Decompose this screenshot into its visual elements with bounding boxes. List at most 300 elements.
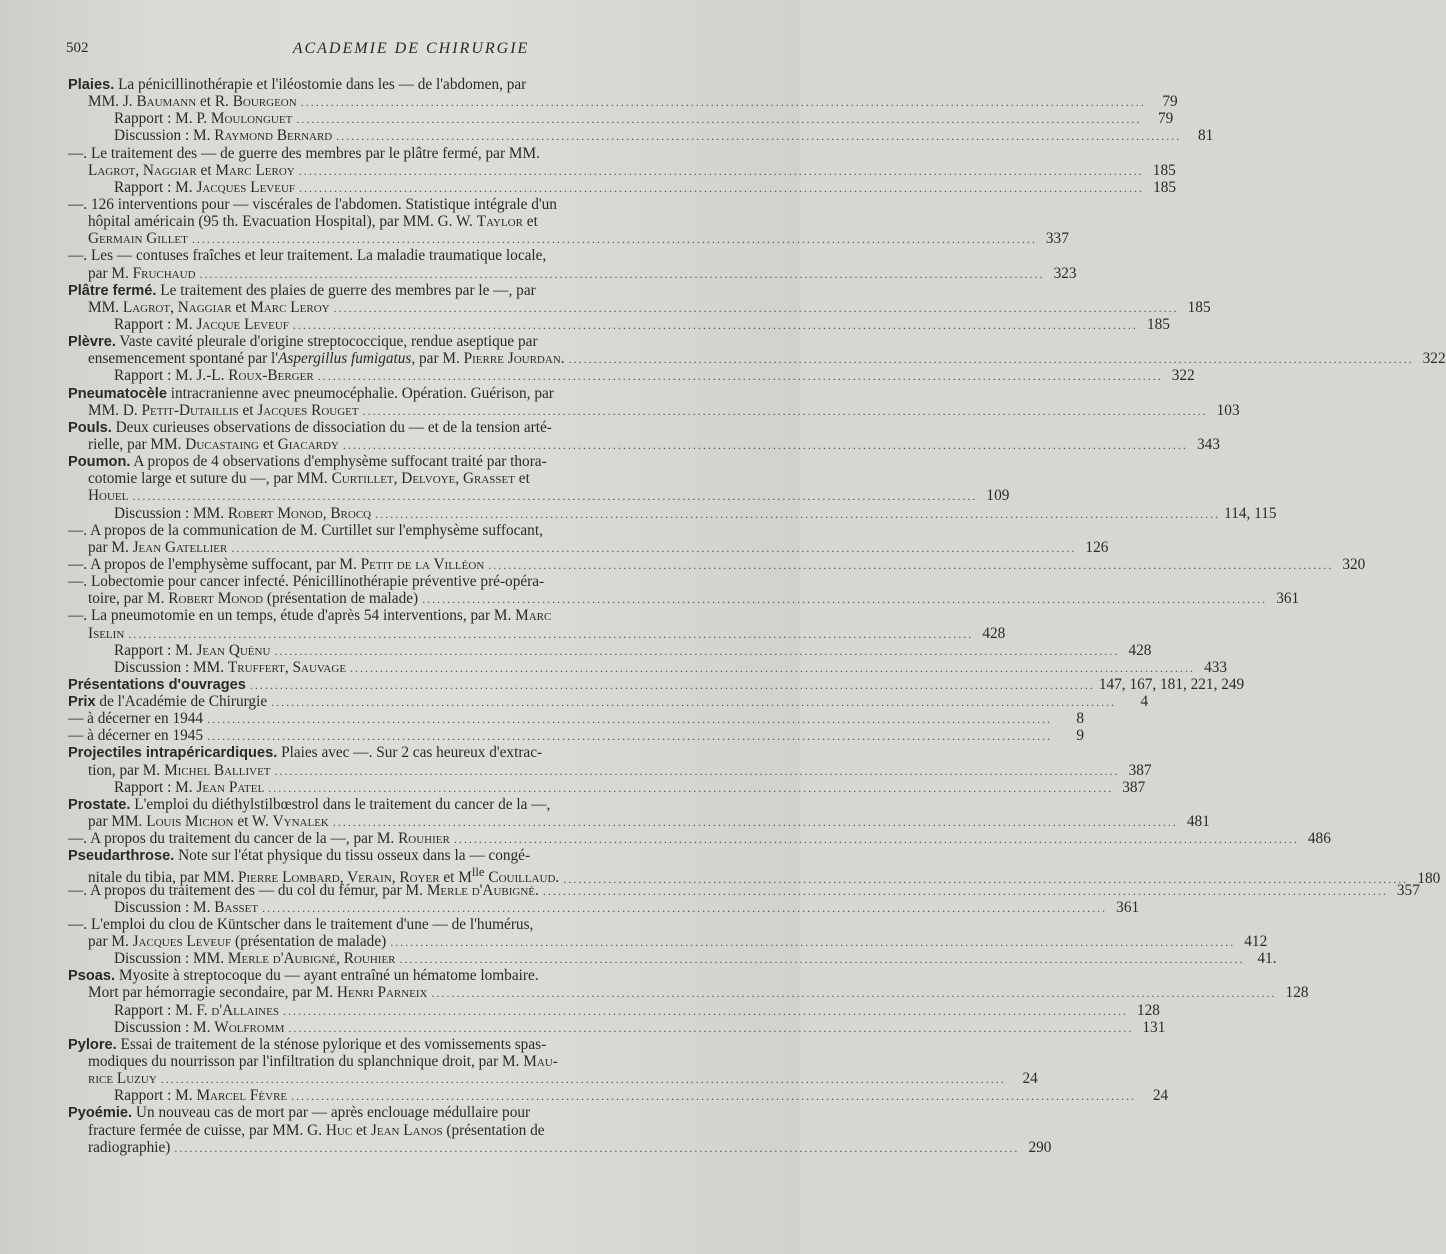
- entry-fragment: rielle, par MM.: [88, 435, 186, 453]
- leader-dots: .........................................................................................................................................................................: [191, 232, 1037, 247]
- index-line: [68, 778, 1146, 796]
- entry-text: [68, 522, 543, 539]
- entry-fragment: — à décerner en 1945: [68, 727, 204, 745]
- index-line: [68, 1001, 1160, 1019]
- entry-fragment: et: [238, 401, 258, 419]
- index-line: [68, 127, 1214, 145]
- entry-text: [88, 265, 196, 282]
- entry-fragment: —. A propos du traitement du cancer de la —, par M.: [68, 830, 399, 848]
- headword: Pyoémie.: [68, 1105, 133, 1122]
- entry-fragment: Note sur l'état physique du tissu osseux dans la — congé-: [174, 847, 531, 865]
- entry-fragment: Rapport : M. J.-L.: [114, 367, 229, 385]
- entry-text: [114, 899, 258, 916]
- entry-fragment: Vaste cavité pleurale d'origine streptococcique, rendue aseptique par: [115, 333, 538, 351]
- entry-fragment: (présentation de malade): [263, 590, 419, 608]
- page-reference: 79: [1162, 93, 1178, 111]
- entry-text: [88, 470, 530, 487]
- entry-text: [114, 127, 332, 144]
- author-name: Petit-Dutaillis: [141, 401, 239, 419]
- leader-dots: .........................................................................................................................................................................: [274, 643, 1120, 658]
- leader-dots: .........................................................................................................................................................................: [453, 832, 1299, 847]
- entry-text: [88, 1122, 545, 1139]
- leader-dots: .........................................................................................................................................................................: [128, 626, 974, 641]
- entry-fragment: et W.: [233, 813, 273, 831]
- index-line: [68, 522, 754, 539]
- entry-fragment: Discussion : M.: [114, 1018, 215, 1036]
- index-line: [68, 675, 1245, 693]
- entry-text: [114, 1087, 287, 1104]
- page-reference: 290: [1028, 1138, 1052, 1156]
- entry-text: [88, 487, 128, 504]
- headword: Psoas.: [68, 968, 116, 985]
- index-line: [68, 282, 754, 299]
- index-line: [68, 196, 754, 213]
- entry-fragment: —. A propos du traitement des — du col du fémur, par M.: [68, 881, 427, 899]
- leader-dots: .........................................................................................................................................................................: [174, 1140, 1020, 1155]
- leader-dots: .........................................................................................................................................................................: [333, 300, 1179, 315]
- leader-dots: .........................................................................................................................................................................: [390, 935, 1236, 950]
- entry-text: [68, 1036, 546, 1053]
- author-name: Giacardy: [277, 435, 339, 453]
- page-reference: 24: [1152, 1087, 1169, 1105]
- index-line: [68, 178, 1177, 196]
- author-name: Robert Monod: [168, 590, 264, 608]
- entry-fragment: Myosite à streptocoque du — ayant entraîné un hématome lombaire.: [115, 967, 539, 985]
- index-line: [68, 1053, 754, 1070]
- leader-dots: .........................................................................................................................................................................: [542, 883, 1388, 898]
- entry-text: [88, 813, 329, 830]
- entry-fragment: MM. D.: [88, 401, 142, 419]
- author-name: Iselin: [88, 624, 125, 642]
- leader-dots: .........................................................................................................................................................................: [282, 1003, 1128, 1018]
- subject-index: [68, 76, 1446, 1156]
- entry-text: [88, 299, 330, 316]
- entry-fragment: Rapport : M.: [114, 778, 197, 796]
- entry-fragment: intracranienne avec pneumocéphalie. Opération. Guérison, par: [166, 384, 554, 402]
- page-reference: 481: [1186, 813, 1210, 831]
- index-line: [68, 761, 1152, 779]
- leader-dots: .........................................................................................................................................................................: [288, 1020, 1134, 1035]
- index-line: [68, 1104, 754, 1121]
- index-line: [68, 333, 754, 350]
- entry-fragment: Essai de traitement de la sténose pylorique et des vomissements spas-: [116, 1035, 547, 1053]
- entry-text: [88, 762, 271, 779]
- entry-fragment: Rapport : M. F.: [114, 1001, 212, 1019]
- entry-text: [68, 676, 246, 694]
- entry-text: [88, 625, 124, 642]
- index-line: [68, 1018, 1166, 1036]
- author-name: Jacques Rouget: [257, 401, 359, 419]
- headword: Plâtre fermé.: [68, 282, 157, 299]
- entry-text: [114, 1002, 279, 1019]
- index-line: [68, 658, 1228, 676]
- page-reference: 128: [1285, 984, 1309, 1002]
- index-line: [68, 1036, 754, 1053]
- index-line: [68, 385, 754, 402]
- entry-fragment: par M.: [88, 538, 133, 556]
- page-reference: 387: [1128, 761, 1152, 779]
- leader-dots: .........................................................................................................................................................................: [231, 540, 1077, 555]
- index-line: [68, 847, 754, 864]
- entry-text: [68, 847, 530, 864]
- entry-fragment: et: [514, 470, 530, 488]
- index-line: [68, 727, 1085, 745]
- index-line: [68, 487, 1010, 505]
- entry-fragment: toire, par M.: [88, 590, 169, 608]
- author-name: Houel: [88, 487, 129, 505]
- entry-fragment: — à décerner en 1944: [68, 710, 204, 728]
- index-line: [68, 607, 754, 624]
- entry-fragment: par M.: [88, 264, 133, 282]
- entry-fragment: (présentation de: [442, 1121, 545, 1139]
- page-reference: 41.: [1257, 950, 1277, 968]
- index-line: [68, 419, 754, 436]
- entry-text: [68, 76, 526, 93]
- leader-dots: .........................................................................................................................................................................: [132, 489, 978, 504]
- leader-dots: .........................................................................................................................................................................: [336, 129, 1182, 144]
- index-line: [68, 504, 1277, 522]
- entry-fragment: Mort par hémorragie secondaire, par M.: [88, 984, 337, 1002]
- entry-fragment: —. A propos de la communication de M. Curtillet sur l'emphysème suffocant,: [68, 521, 543, 539]
- page-reference: 343: [1196, 435, 1220, 453]
- entry-fragment: et: [522, 213, 538, 231]
- page-reference: 9: [1076, 727, 1085, 745]
- page-reference: 180: [1417, 869, 1441, 887]
- author-name: Henri Parneix: [336, 984, 428, 1002]
- author-name: Louis Michon: [146, 813, 234, 831]
- index-line: [68, 898, 1140, 916]
- index-line: [68, 916, 754, 933]
- entry-text: [68, 882, 539, 899]
- leader-dots: .........................................................................................................................................................................: [350, 660, 1196, 675]
- headword: Pylore.: [68, 1036, 117, 1053]
- entry-text: [88, 1070, 157, 1087]
- leader-dots: .........................................................................................................................................................................: [274, 763, 1120, 778]
- index-line: [68, 624, 1006, 642]
- index-line: [68, 641, 1152, 659]
- entry-fragment: Rapport : M.: [114, 315, 197, 333]
- index-line: [68, 213, 754, 230]
- page-reference: 114, 115: [1224, 504, 1277, 522]
- entry-fragment: A propos de 4 observations d'emphysème suffocant traité par thora-: [130, 453, 547, 471]
- entry-text: [88, 162, 295, 179]
- entry-text: [68, 607, 551, 624]
- leader-dots: .........................................................................................................................................................................: [199, 266, 1045, 281]
- entry-fragment: —. 126 interventions pour — viscérales de l'abdomen. Statistique intégrale d'un: [68, 195, 557, 213]
- index-line: [68, 145, 754, 162]
- author-name: Truffert, Sauvage: [227, 658, 347, 676]
- leader-dots: .........................................................................................................................................................................: [332, 815, 1178, 830]
- author-name: Bourgeon: [232, 93, 297, 111]
- entry-text: [88, 350, 565, 367]
- entry-fragment: —. L'emploi du clou de Küntscher dans le traitement d'une — de l'humérus,: [68, 915, 534, 933]
- entry-text: [114, 367, 314, 384]
- entry-fragment: et: [352, 1121, 371, 1139]
- author-name: Moulonguet: [210, 110, 293, 128]
- author-name: Germain Gillet: [88, 230, 188, 248]
- entry-fragment: Discussion : M.: [114, 898, 215, 916]
- entry-fragment: MM.: [88, 298, 123, 316]
- entry-text: [88, 213, 538, 230]
- leader-dots: .........................................................................................................................................................................: [207, 729, 1053, 744]
- author-name: Curtillet, Delvoye, Grasset: [331, 470, 515, 488]
- page-reference: 387: [1122, 778, 1146, 796]
- entry-fragment: modiques du nourrisson par l'infiltration du splanchnique droit, par M.: [88, 1053, 524, 1071]
- index-line: [68, 967, 754, 984]
- index-line: [68, 555, 1366, 573]
- entry-fragment: —. Lobectomie pour cancer infecté. Pénicillinothérapie préventive pré-opéra-: [68, 573, 545, 591]
- leader-dots: .........................................................................................................................................................................: [299, 180, 1145, 195]
- page-reference: 322: [1171, 367, 1195, 385]
- entry-text: [114, 110, 292, 127]
- author-name: Pierre Jourdan.: [463, 350, 565, 368]
- entry-text: [68, 967, 539, 984]
- entry-fragment: La pénicillinothérapie et l'iléostomie dans les — de l'abdomen, par: [114, 76, 527, 93]
- author-name: Merle d'Aubigné.: [426, 881, 539, 899]
- index-line: [68, 247, 754, 264]
- index-line: [68, 813, 1210, 831]
- entry-fragment: Discussion : MM.: [114, 658, 228, 676]
- entry-text: [114, 505, 371, 522]
- entry-fragment: par M.: [88, 933, 133, 951]
- leader-dots: .........................................................................................................................................................................: [292, 317, 1138, 332]
- index-line: [68, 590, 1300, 608]
- index-line: [68, 401, 1240, 419]
- entry-fragment: —. Le traitement des — de guerre des membres par le plâtre fermé, par MM.: [68, 144, 540, 162]
- author-name: Jean Gatellier: [132, 538, 228, 556]
- entry-text: [68, 385, 554, 402]
- index-line: [68, 950, 1277, 968]
- entry-text: [68, 333, 538, 350]
- headword: Présentations d'ouvrages: [68, 676, 246, 693]
- leader-dots: .........................................................................................................................................................................: [422, 592, 1268, 607]
- page-reference: 486: [1307, 830, 1331, 848]
- index-line: [68, 298, 1211, 316]
- running-title: ACADEMIE DE CHIRURGIE: [292, 40, 530, 57]
- entry-fragment: Plaies avec —. Sur 2 cas heureux d'extrac-: [277, 744, 543, 762]
- entry-fragment: par MM.: [88, 813, 147, 831]
- headword: Poumon.: [68, 454, 131, 471]
- page-reference: 109: [986, 487, 1010, 505]
- entry-fragment: fracture fermée de cuisse, par MM. G.: [88, 1121, 326, 1139]
- entry-text: [88, 590, 418, 607]
- index-line: [68, 693, 1149, 711]
- author-name: Fruchaud: [132, 264, 196, 282]
- entry-fragment: Rapport : M.: [114, 641, 197, 659]
- author-name: Taylor: [476, 213, 523, 231]
- leader-dots: .........................................................................................................................................................................: [375, 506, 1221, 521]
- index-line: [68, 264, 1077, 282]
- entry-fragment: —. Les — contuses fraîches et leur traitement. La maladie traumatique locale,: [68, 247, 547, 265]
- leader-dots: .........................................................................................................................................................................: [207, 712, 1053, 727]
- index-line: [68, 864, 1441, 887]
- leader-dots: .........................................................................................................................................................................: [568, 352, 1414, 367]
- headword: Prostate.: [68, 796, 131, 813]
- leader-dots: .........................................................................................................................................................................: [271, 695, 1117, 710]
- page-reference: 361: [1276, 590, 1300, 608]
- author-name: Raymond Bernard: [214, 127, 333, 145]
- index-line: [68, 1122, 754, 1139]
- page-reference: 320: [1342, 555, 1366, 573]
- entry-fragment: Rapport : M.: [114, 178, 197, 196]
- entry-fragment: tion, par M.: [88, 761, 165, 779]
- page-reference: 428: [1128, 641, 1152, 659]
- entry-fragment: Deux curieuses observations de dissociation du — et de la tension arté-: [111, 418, 552, 436]
- headword: Plaies.: [68, 77, 115, 93]
- entry-text: [68, 1104, 530, 1121]
- entry-text: [88, 1139, 170, 1156]
- entry-text: [68, 145, 540, 162]
- author-name: Robert Monod, Brocq: [227, 504, 372, 522]
- entry-fragment: cotomie large et suture du —, par MM.: [88, 470, 332, 488]
- entry-fragment: L'emploi du diéthylstilbœstrol dans le traitement du cancer de la —,: [130, 795, 551, 813]
- leader-dots: .........................................................................................................................................................................: [296, 112, 1142, 127]
- entry-text: [68, 453, 547, 470]
- page-reference: 428: [982, 624, 1006, 642]
- author-name: Lagrot, Naggiar: [122, 298, 232, 316]
- page-reference: 81: [1197, 127, 1214, 145]
- entry-fragment: hôpital américain (95 th. Evacuation Hospital), par MM. G. W.: [88, 213, 477, 231]
- page-number: 502: [66, 40, 89, 56]
- entry-text: [68, 419, 552, 436]
- page-reference: 337: [1045, 230, 1069, 248]
- author-name: rice Luzuy: [88, 1070, 157, 1088]
- index-line: [68, 350, 1446, 368]
- entry-text: [68, 916, 533, 933]
- entry-text: [68, 727, 203, 744]
- index-line: [68, 1138, 1052, 1156]
- leader-dots: .........................................................................................................................................................................: [249, 677, 1095, 692]
- index-line: [68, 367, 1195, 385]
- page-reference: 24: [1022, 1070, 1038, 1088]
- leader-dots: .........................................................................................................................................................................: [298, 163, 1144, 178]
- entry-fragment: ensemencement spontané par l': [88, 350, 279, 368]
- entry-text: [88, 93, 297, 110]
- entry-text: [114, 1019, 284, 1036]
- author-name: Marc Leroy: [215, 161, 295, 179]
- index-line: [68, 470, 754, 487]
- entry-fragment: Discussion : MM.: [114, 504, 228, 522]
- entry-text: [88, 539, 227, 556]
- entry-fragment: radiographie): [88, 1138, 171, 1156]
- page-reference: 147, 167, 181, 221, 249: [1098, 675, 1245, 693]
- leader-dots: .........................................................................................................................................................................: [362, 403, 1208, 418]
- author-name: Marcel Fèvre: [196, 1087, 288, 1105]
- page-reference: 361: [1116, 898, 1140, 916]
- author-name: Michel Ballivet: [164, 761, 271, 779]
- running-head: [66, 40, 756, 62]
- leader-dots: .........................................................................................................................................................................: [291, 1089, 1137, 1104]
- entry-text: [114, 779, 264, 796]
- index-line: [68, 110, 1174, 128]
- entry-text: [88, 933, 386, 950]
- entry-text: [68, 710, 203, 727]
- leader-dots: .........................................................................................................................................................................: [431, 986, 1277, 1001]
- index-line: [68, 984, 1309, 1002]
- headword: Pseudarthrose.: [68, 848, 175, 865]
- author-name: Rouhier: [398, 830, 450, 848]
- author-name: Huc: [325, 1121, 353, 1139]
- entry-fragment: Discussion : MM.: [114, 950, 228, 968]
- entry-text: [114, 659, 346, 676]
- entry-text: [68, 247, 546, 264]
- author-name: Basset: [214, 898, 259, 916]
- leader-dots: .........................................................................................................................................................................: [268, 780, 1114, 795]
- entry-text: [88, 230, 188, 247]
- author-name: Marc Leroy: [250, 298, 330, 316]
- author-name: Roux-Berger: [228, 367, 314, 385]
- index-line: [68, 76, 754, 93]
- page-reference: 357: [1396, 881, 1420, 899]
- entry-fragment: Rapport : M.: [114, 1087, 197, 1105]
- leader-dots: .........................................................................................................................................................................: [488, 557, 1334, 572]
- author-name: Jacques Leveuf: [132, 933, 232, 951]
- index-line: [68, 710, 1085, 728]
- headword: Pneumatocèle: [68, 385, 167, 402]
- index-line: [68, 933, 1268, 951]
- entry-fragment: et M: [439, 869, 472, 887]
- page-reference: 433: [1204, 658, 1228, 676]
- entry-text: [114, 179, 295, 196]
- author-name: Baumann: [136, 93, 197, 111]
- leader-dots: .........................................................................................................................................................................: [300, 95, 1146, 110]
- index-line: [68, 230, 1069, 248]
- author-name: Merle d'Aubigné, Rouhier: [227, 950, 396, 968]
- index-line: [68, 453, 754, 470]
- entry-text: [68, 556, 484, 573]
- entry-text: [88, 402, 359, 419]
- entry-fragment: lle: [471, 865, 485, 880]
- page-reference: 323: [1053, 264, 1077, 282]
- entry-fragment: (présentation de malade): [231, 933, 387, 951]
- page-reference: 185: [1146, 315, 1170, 333]
- entry-fragment: nitale du tibia, par MM.: [88, 869, 238, 887]
- author-name: Marc: [515, 607, 552, 625]
- leader-dots: .........................................................................................................................................................................: [160, 1072, 1006, 1087]
- index-line: [68, 315, 1170, 333]
- author-name: Petit de la Villéon: [360, 555, 485, 573]
- index-line: [68, 93, 1178, 111]
- leader-dots: .........................................................................................................................................................................: [399, 952, 1245, 967]
- author-name: Lagrot, Naggiar: [88, 161, 197, 179]
- entry-fragment: de l'Académie de Chirurgie: [95, 693, 268, 711]
- entry-fragment: Le traitement des plaies de guerre des membres par le —, par: [156, 281, 536, 299]
- index-line: [68, 1070, 1038, 1088]
- index-line: [68, 435, 1220, 453]
- index-line: [68, 161, 1176, 179]
- leader-dots: .........................................................................................................................................................................: [317, 369, 1163, 384]
- entry-text: [114, 642, 270, 659]
- author-name: Jean Quénu: [196, 641, 271, 659]
- page-reference: 126: [1085, 538, 1109, 556]
- author-name: Vynalek: [272, 813, 329, 831]
- author-name: Ducastaing: [185, 435, 260, 453]
- entry-fragment: et R.: [196, 93, 233, 111]
- page-reference: 185: [1153, 178, 1177, 196]
- entry-text: [68, 573, 544, 590]
- index-line: [68, 573, 754, 590]
- author-name: Jacque Leveuf: [196, 315, 289, 333]
- entry-fragment: MM. J.: [88, 93, 137, 111]
- index-line: [68, 830, 1331, 848]
- author-name: Mau-: [523, 1053, 558, 1071]
- entry-text: [68, 693, 267, 711]
- entry-text: [114, 950, 396, 967]
- page-reference: 79: [1158, 110, 1174, 128]
- entry-text: [68, 796, 550, 813]
- page-reference: 8: [1076, 710, 1085, 728]
- author-name: Pierre Lombard, Verain, Royer: [237, 869, 440, 887]
